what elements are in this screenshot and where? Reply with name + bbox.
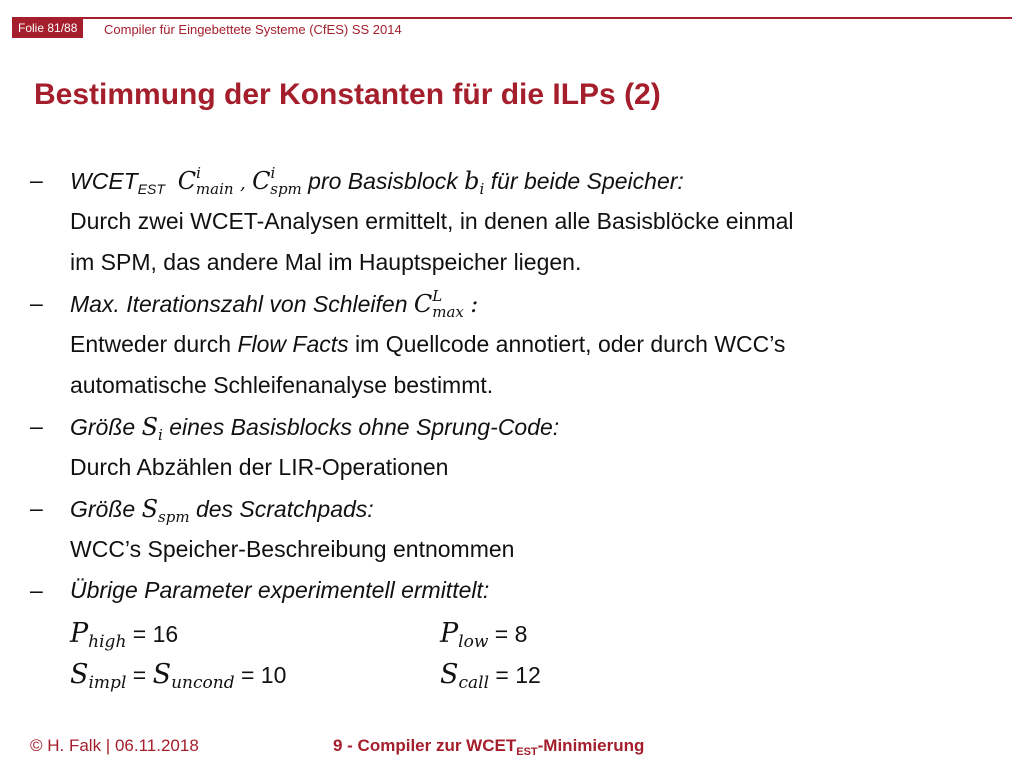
c-max-sup: L: [432, 287, 443, 305]
p-low-symbol: P: [440, 618, 459, 649]
b-symbol: b: [464, 167, 480, 195]
bullet-1-text-3: im SPM, das andere Mal im Hauptspeicher liegen.: [70, 249, 582, 275]
bullet-dash: –: [30, 167, 43, 193]
bullet-3-pre: Größe: [70, 414, 136, 440]
bullet-3-line-2: [30, 449, 1000, 490]
wcet-subscript: EST: [137, 181, 165, 197]
param-row-1: [30, 613, 1000, 654]
bullet-dash: –: [30, 413, 43, 439]
bullet-dash: –: [30, 290, 43, 316]
bullet-3-text-2: Durch Abzählen der LIR-Operationen: [70, 454, 449, 480]
bullet-1-mid: pro Basisblock: [308, 168, 458, 194]
param-s-impl: [70, 659, 287, 693]
footer-chapter-pre: 9 - Compiler zur WCET: [333, 736, 517, 755]
bullet-dash: –: [30, 577, 43, 603]
bullet-4-pre: Größe: [70, 496, 136, 522]
bullet-1-line-2: [30, 203, 1000, 244]
footer-chapter-sub: EST: [516, 746, 538, 758]
bullet-2-text-2: [70, 333, 785, 356]
bullet-2-text-2a: Entweder durch: [70, 331, 238, 357]
comma: ,: [239, 173, 246, 194]
slide-header: [0, 0, 1024, 37]
param-p-high: [70, 618, 179, 652]
footer-chapter-post: -Minimierung: [537, 736, 645, 755]
c-main-sub: main: [195, 180, 234, 198]
bullet-2-line-3: [30, 367, 1000, 408]
bullet-4-end: des Scratchpads:: [195, 496, 374, 522]
equals-sign: =: [132, 662, 147, 688]
param-row-2: [30, 654, 1000, 695]
bullet-1-line-3: [30, 244, 1000, 285]
slide-title: Bestimmung der Konstanten für die ILPs (2): [34, 78, 661, 111]
c-spm-sub: spm: [270, 180, 302, 198]
s-impl-symbol: S: [70, 659, 89, 690]
s-call-symbol: S: [440, 659, 459, 690]
s-spm-symbol: S: [141, 495, 159, 523]
bullet-3: [30, 408, 1000, 449]
bullet-2-line-2: [30, 326, 1000, 367]
s-uncond-symbol: S: [152, 659, 172, 690]
bullet-1-line-1: [70, 164, 684, 198]
bullet-4-line-1: [70, 495, 374, 526]
bullet-1-end: für beide Speicher:: [490, 168, 684, 194]
course-title: Compiler für Eingebettete Systeme (CfES) SS 2014: [104, 22, 402, 37]
footer-author-date: © H. Falk | 06.11.2018: [30, 736, 199, 755]
p-low-sub: low: [458, 632, 489, 652]
s-i-sub: i: [158, 426, 163, 444]
bullet-1-text-2: Durch zwei WCET-Analysen ermittelt, in denen alle Basisblöcke einmal: [70, 208, 794, 234]
bullet-5-text: Übrige Parameter experimentell ermittelt:: [70, 577, 490, 603]
c-spm-sup: i: [270, 164, 276, 182]
slide-body: [30, 162, 1000, 695]
bullet-4: [30, 490, 1000, 531]
s-spm-sub: spm: [158, 508, 190, 526]
bullet-1: [30, 162, 1000, 203]
p-high-value: = 16: [132, 621, 179, 647]
bullet-3-end: eines Basisblocks ohne Sprung-Code:: [169, 414, 560, 440]
slide-number-badge: Folie 81/88: [12, 18, 83, 38]
p-high-sub: high: [88, 632, 127, 652]
flow-facts-term: Flow Facts: [237, 331, 349, 357]
s-call-value: = 12: [495, 662, 541, 688]
bullet-2-pre: Max. Iterationszahl von Schleifen: [70, 291, 408, 317]
c-max-sub: max: [432, 303, 464, 321]
param-s-call: [440, 659, 541, 693]
p-high-symbol: P: [70, 618, 89, 649]
c-main-symbol: C: [177, 167, 197, 195]
b-sub: i: [479, 180, 485, 198]
footer-chapter: [333, 736, 644, 756]
bullet-3-line-1: [70, 413, 560, 444]
wcet-label: WCET: [70, 168, 138, 194]
s-uncond-sub: uncond: [171, 673, 235, 693]
bullet-4-line-2: [30, 531, 1000, 572]
bullet-2-line-1: [70, 287, 479, 321]
s-impl-sub: impl: [88, 673, 127, 693]
c-main-sup: i: [196, 164, 201, 182]
colon: :: [470, 290, 479, 318]
s-call-sub: call: [458, 673, 490, 693]
header-rule: [12, 17, 1012, 19]
param-p-low: [440, 618, 528, 652]
bullet-2-text-3: automatische Schleifenanalyse bestimmt.: [70, 372, 494, 398]
s-i-symbol: S: [141, 413, 159, 441]
bullet-dash: –: [30, 495, 43, 521]
p-low-value: = 8: [494, 621, 528, 647]
bullet-2-text-2b: im Quellcode annotiert, oder durch WCC’s: [348, 331, 786, 357]
bullet-2: [30, 285, 1000, 326]
c-max-symbol: C: [413, 290, 433, 318]
bullet-5: [30, 572, 1000, 613]
bullet-4-text-2: WCC’s Speicher-Beschreibung entnommen: [70, 536, 515, 562]
c-spm-symbol: C: [252, 167, 271, 195]
s-uncond-value: = 10: [240, 662, 287, 688]
